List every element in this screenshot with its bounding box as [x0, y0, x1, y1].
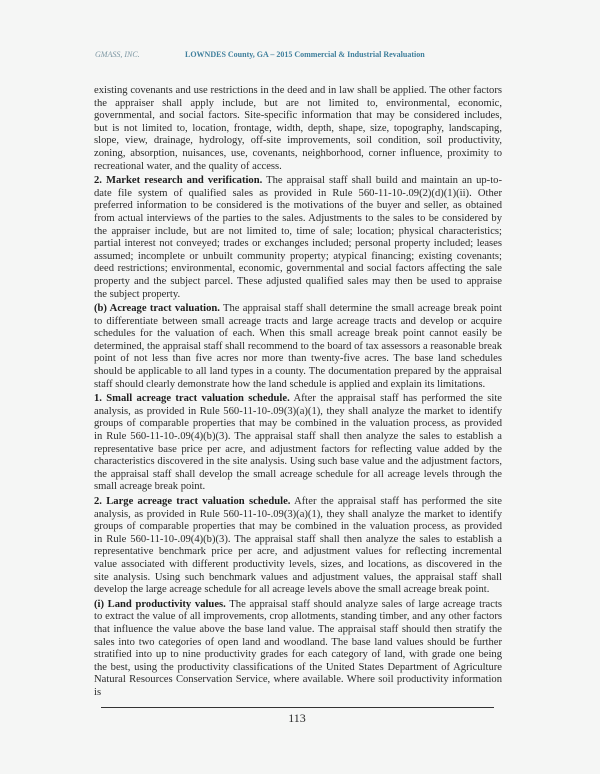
line-text: but is not limited to, location, frontage, width, depth, shape, size, topography, landscaping,: [94, 122, 502, 134]
paragraph: [94, 303, 502, 391]
line-text: preferred information to be considered is the motivations of the buyer and seller, as obtained: [94, 200, 502, 212]
text-line: [94, 456, 502, 469]
line-text: the best, using the productivity classifications of the United States Department of Agriculture: [94, 661, 502, 673]
line-text: governmental, and social factors. Site-specific information that may be considered includes,: [94, 110, 502, 122]
text-line: [94, 687, 502, 700]
text-line: [94, 521, 502, 534]
text-line: [94, 469, 502, 482]
text-line: [94, 584, 502, 597]
text-line: [94, 161, 502, 174]
text-line: [94, 276, 502, 289]
text-line: [94, 509, 502, 522]
line-text: schedules for the valuation of each. When this small acreage break point cannot easily be: [94, 328, 502, 340]
line-text: zoning, absorption, nuisances, use, covenants, neighborhood, corner influence, proximity to: [94, 147, 502, 159]
paragraph: [94, 393, 502, 494]
line-text: After the appraisal staff has performed the site: [290, 496, 502, 507]
text-line: [94, 341, 502, 354]
line-text: The appraisal staff shall build and maintain an up-to-: [262, 175, 502, 187]
line-text: characteristics discovered in the site analysis. Using such base value and the adjustment factors,: [94, 456, 502, 468]
text-line: [94, 123, 502, 136]
text-line: [94, 599, 502, 612]
text-line: [94, 496, 502, 509]
text-line: [94, 303, 502, 316]
line-text: representative benchmark price per acre, and adjustment values for reflecting incremental: [94, 546, 502, 558]
text-line: [94, 481, 502, 494]
line-text: point of not less than five acres nor more than twenty-five acres. The base land schedules: [94, 353, 502, 365]
text-line: [94, 328, 502, 341]
page-header: [95, 50, 425, 59]
line-text: sales into two categories of open land and woodland. The base land values should be further: [94, 636, 502, 648]
text-line: [94, 546, 502, 559]
section-heading: (i) Land productivity values.: [94, 598, 226, 610]
document-title: LOWNDES County, GA – 2015 Commercial & Industrial Revaluation: [185, 50, 425, 59]
line-text: partial interest not conveyed; trades or exchanges included; personal property included; leases: [94, 238, 502, 250]
text-line: [94, 200, 502, 213]
text-line: [94, 662, 502, 675]
line-text: from actual interviews of the parties to the sales. Adjustments to the sales to be considered by: [94, 212, 502, 224]
document-body: [94, 85, 502, 702]
text-line: [94, 85, 502, 98]
text-line: [94, 110, 502, 123]
line-text: recreational water, and the quality of access.: [94, 160, 282, 172]
line-text: site analysis. Using such benchmark values and adjustment values, the appraisal staff shall: [94, 571, 502, 583]
line-text: groups of comparable properties that may be combined in the valuation process, as provided: [94, 418, 502, 430]
line-text: is: [94, 686, 102, 698]
section-heading: 2. Market research and verification.: [94, 175, 263, 187]
line-text: the appraiser include, but are not limited to, time of sale; location; physical characteristics;: [94, 225, 502, 237]
text-line: [94, 213, 502, 226]
paragraph: [94, 496, 502, 597]
text-line: [94, 135, 502, 148]
page-number: 113: [288, 711, 306, 725]
line-text: determined, the appraisal staff shall recommend to the board of tax assessors a reasonable break: [94, 340, 502, 352]
line-text: existing covenants and use restrictions in the deed and in law shall be applied. The other factors: [94, 85, 502, 96]
line-text: property and the subject parcel. These adjusted qualified sales may then be used to appraise: [94, 275, 502, 287]
text-line: [94, 226, 502, 239]
line-text: develop the large acreage schedule for all acreage levels above the small acreage break point.: [94, 584, 490, 596]
text-line: [94, 572, 502, 585]
line-text: slope, view, drainage, hydrology, off-site improvements, soil condition, soil productivity,: [94, 135, 502, 147]
paragraph: [94, 175, 502, 301]
line-text: to extract the value of all improvements, crop allotments, standing timber, and any other factors: [94, 611, 502, 623]
line-text: in Rule 560-11-10-.09(4)(b)(3). The appraisal staff shall then analyze the sales to establish a: [94, 431, 502, 443]
line-text: the appraisal staff shall develop the small acreage schedule for all acreage levels through the: [94, 468, 502, 480]
text-line: [94, 624, 502, 637]
text-line: [94, 637, 502, 650]
paragraph: [94, 85, 502, 173]
text-line: [94, 316, 502, 329]
line-text: analysis, as provided in Rule 560-11-10-.09(3)(a)(1), they shall analyze the market to identify: [94, 405, 502, 417]
text-line: [94, 534, 502, 547]
page-footer: [0, 711, 600, 726]
text-line: [94, 649, 502, 662]
text-line: [94, 353, 502, 366]
line-text: the subject property.: [94, 288, 181, 300]
text-line: [94, 238, 502, 251]
line-text: The appraisal staff should analyze sales of large acreage tracts: [225, 598, 502, 610]
line-text: assumed; incomplete or unbuilt community property; atypical financing; existing covenants;: [94, 250, 502, 262]
text-line: [94, 366, 502, 379]
line-text: that influence the value above the base land value. The appraisal staff should then stratify the: [94, 623, 502, 635]
text-line: [94, 263, 502, 276]
line-text: in Rule 560-11-10-.09(4)(b)(3). The appraisal staff shall then analyze the sales to establish a: [94, 533, 502, 545]
text-line: [94, 379, 502, 392]
text-line: [94, 188, 502, 201]
text-line: [94, 418, 502, 431]
section-heading: 2. Large acreage tract valuation schedule.: [94, 496, 291, 507]
line-text: The appraisal staff shall determine the small acreage break point: [219, 303, 502, 315]
company-name: GMASS, INC.: [95, 50, 140, 59]
line-text: staff should clearly demonstrate how the land schedule is applied and explain its limitations.: [94, 378, 486, 390]
text-line: [94, 148, 502, 161]
line-text: date file system of qualified sales as provided in Rule 560-11-10-.09(2)(d)(1)(ii). Other: [94, 187, 502, 199]
section-heading: 1. Small acreage tract valuation schedule.: [94, 393, 290, 405]
line-text: After the appraisal staff has performed the site: [289, 393, 502, 405]
line-text: value associated with different productivity levels, sizes, and locations, as discovered in the: [94, 558, 502, 570]
text-line: [94, 98, 502, 111]
text-line: [94, 431, 502, 444]
text-line: [94, 559, 502, 572]
line-text: small acreage break point.: [94, 481, 206, 493]
line-text: stratified into up to nine productivity grades for each category of land, with grade one being: [94, 649, 502, 661]
section-heading: (b) Acreage tract valuation.: [94, 303, 220, 315]
text-line: [94, 175, 502, 188]
line-text: the appraiser shall apply include, but are not limited to, environmental, economic,: [94, 97, 502, 109]
paragraph: [94, 599, 502, 700]
text-line: [94, 393, 502, 406]
text-line: [94, 444, 502, 457]
text-line: [94, 251, 502, 264]
line-text: groups of comparable properties that may be combined in the valuation process, as provided: [94, 521, 502, 533]
text-line: [94, 611, 502, 624]
text-line: [94, 289, 502, 302]
text-line: [94, 406, 502, 419]
line-text: to differentiate between small acreage tracts and large acreage tracts and develop or acquire: [94, 315, 502, 327]
line-text: representative base price per acre, and adjustment factors for reflecting value added by the: [94, 443, 502, 455]
text-line: [94, 674, 502, 687]
line-text: Natural Resources Conservation Service, where available. Where soil productivity information: [94, 674, 502, 686]
footer-divider: [101, 707, 494, 708]
line-text: should be applicable to all land types in a county. The documentation prepared by the appraisal: [94, 366, 502, 378]
line-text: analysis, as provided in Rule 560-11-10-.09(3)(a)(1), they shall analyze the market to identify: [94, 508, 502, 520]
line-text: deed restrictions; environmental, economic, governmental and social factors affecting the sale: [94, 263, 502, 275]
